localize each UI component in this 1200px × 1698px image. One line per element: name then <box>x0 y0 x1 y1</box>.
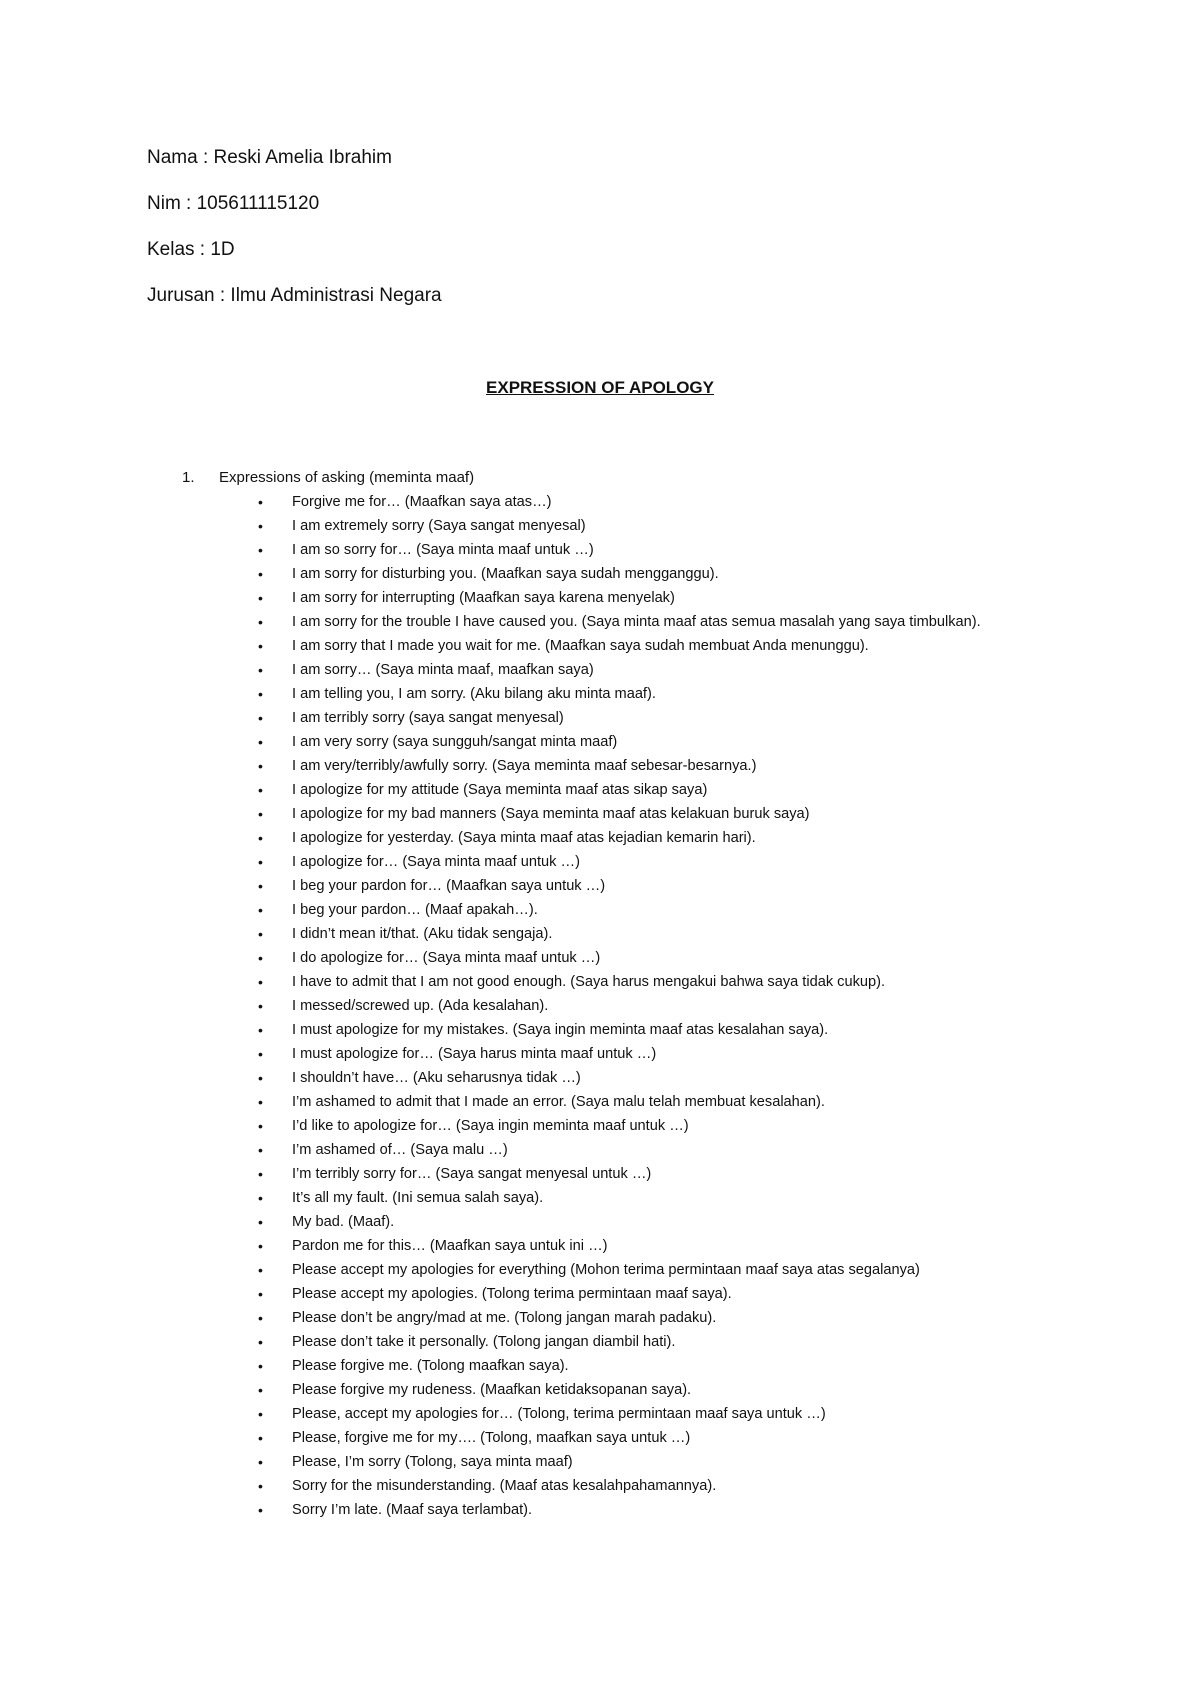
bullet-icon: • <box>258 1454 263 1470</box>
list-item-text: I beg your pardon… (Maaf apakah…). <box>292 902 538 918</box>
list-item-text: I am sorry for interrupting (Maafkan saya karena menyelak) <box>292 590 675 606</box>
bullet-icon: • <box>258 1334 263 1350</box>
list-item-text: I’m ashamed to admit that I made an error. (Saya malu telah membuat kesalahan). <box>292 1094 825 1110</box>
bullet-icon: • <box>258 1190 263 1206</box>
bullet-icon: • <box>258 1430 263 1446</box>
bullet-icon: • <box>258 686 263 702</box>
bullet-icon: • <box>258 1166 263 1182</box>
list-item <box>182 970 1062 994</box>
bullet-icon: • <box>258 974 263 990</box>
list-item <box>182 802 1062 826</box>
list-item <box>182 1426 1062 1450</box>
bullet-icon: • <box>258 1142 263 1158</box>
list-item <box>182 1354 1062 1378</box>
bullet-icon: • <box>258 1214 263 1230</box>
bullet-icon: • <box>258 902 263 918</box>
list-item-text: I’m ashamed of… (Saya malu …) <box>292 1142 508 1158</box>
list-item <box>182 826 1062 850</box>
list-item <box>182 490 1062 514</box>
bullet-icon: • <box>258 806 263 822</box>
list-item-text: Please don’t be angry/mad at me. (Tolong jangan marah padaku). <box>292 1310 717 1326</box>
bullet-icon: • <box>258 758 263 774</box>
bullet-icon: • <box>258 1118 263 1134</box>
list-item <box>182 1138 1062 1162</box>
list-item <box>182 1258 1062 1282</box>
bullet-icon: • <box>258 518 263 534</box>
list-item-text: I am very sorry (saya sungguh/sangat minta maaf) <box>292 734 618 750</box>
list-item <box>182 562 1062 586</box>
list-item-text: I apologize for yesterday. (Saya minta maaf atas kejadian kemarin hari). <box>292 830 756 846</box>
list-item-text: Please accept my apologies for everything (Mohon terima permintaan maaf saya atas segalanya) <box>292 1262 920 1278</box>
bullet-icon: • <box>258 950 263 966</box>
bullet-icon: • <box>258 1502 263 1518</box>
list-item-text: Please don’t take it personally. (Tolong jangan diambil hati). <box>292 1334 676 1350</box>
bullet-icon: • <box>258 926 263 942</box>
list-item-text: I must apologize for… (Saya harus minta maaf untuk …) <box>292 1046 657 1062</box>
student-major: Jurusan : Ilmu Administrasi Negara <box>147 285 442 306</box>
list-item-text: I am sorry for the trouble I have caused you. (Saya minta maaf atas semua masalah yang saya timbulkan). <box>292 614 981 630</box>
list-item <box>182 946 1062 970</box>
list-item <box>182 1450 1062 1474</box>
bullet-icon: • <box>258 1406 263 1422</box>
bullet-icon: • <box>258 566 263 582</box>
bullet-icon: • <box>258 1046 263 1062</box>
list-item <box>182 1498 1062 1522</box>
list-item <box>182 538 1062 562</box>
bullet-icon: • <box>258 1382 263 1398</box>
section-expressions-asking <box>182 466 1062 1522</box>
list-item-text: I am so sorry for… (Saya minta maaf untuk …) <box>292 542 594 558</box>
bullet-icon: • <box>258 878 263 894</box>
bullet-icon: • <box>258 662 263 678</box>
bullet-icon: • <box>258 590 263 606</box>
list-item-text: Please forgive me. (Tolong maafkan saya). <box>292 1358 569 1374</box>
list-item-text: I didn’t mean it/that. (Aku tidak sengaja). <box>292 926 553 942</box>
list-item <box>182 874 1062 898</box>
section-number: 1. <box>182 469 195 486</box>
list-item <box>182 586 1062 610</box>
bullet-icon: • <box>258 710 263 726</box>
list-item <box>182 850 1062 874</box>
bullet-icon: • <box>258 998 263 1014</box>
bullet-icon: • <box>258 1310 263 1326</box>
list-item-text: Please forgive my rudeness. (Maafkan ketidaksopanan saya). <box>292 1382 692 1398</box>
student-class: Kelas : 1D <box>147 239 235 260</box>
list-item-text: Please accept my apologies. (Tolong terima permintaan maaf saya). <box>292 1286 732 1302</box>
list-item-text: Forgive me for… (Maafkan saya atas…) <box>292 494 552 510</box>
list-item-text: I apologize for my attitude (Saya meminta maaf atas sikap saya) <box>292 782 708 798</box>
list-item-text: I am terribly sorry (saya sangat menyesal) <box>292 710 564 726</box>
list-item <box>182 922 1062 946</box>
bullet-icon: • <box>258 854 263 870</box>
list-item-text: I am very/terribly/awfully sorry. (Saya meminta maaf sebesar-besarnya.) <box>292 758 757 774</box>
list-item <box>182 634 1062 658</box>
list-item <box>182 1066 1062 1090</box>
bullet-icon: • <box>258 1262 263 1278</box>
document-title: EXPRESSION OF APOLOGY <box>486 378 714 397</box>
list-item-text: I’m terribly sorry for… (Saya sangat menyesal untuk …) <box>292 1166 652 1182</box>
list-item <box>182 1306 1062 1330</box>
list-item <box>182 1162 1062 1186</box>
bullet-icon: • <box>258 1238 263 1254</box>
section-heading-text: Expressions of asking (meminta maaf) <box>219 469 475 486</box>
list-item <box>182 1042 1062 1066</box>
list-item-text: It’s all my fault. (Ini semua salah saya). <box>292 1190 544 1206</box>
list-item-text: I am extremely sorry (Saya sangat menyesal) <box>292 518 586 534</box>
bullet-icon: • <box>258 1358 263 1374</box>
bullet-icon: • <box>258 1094 263 1110</box>
list-item <box>182 1210 1062 1234</box>
list-item-text: I messed/screwed up. (Ada kesalahan). <box>292 998 549 1014</box>
student-info <box>147 146 442 330</box>
bullet-icon: • <box>258 614 263 630</box>
list-item <box>182 610 1062 634</box>
list-item <box>182 706 1062 730</box>
list-item <box>182 754 1062 778</box>
list-item-text: Please, accept my apologies for… (Tolong, terima permintaan maaf saya untuk …) <box>292 1406 826 1422</box>
bullet-icon: • <box>258 830 263 846</box>
list-item <box>182 994 1062 1018</box>
list-item-text: Sorry for the misunderstanding. (Maaf atas kesalahpahamannya). <box>292 1478 717 1494</box>
section-heading <box>182 466 1062 490</box>
list-item-text: Please, forgive me for my…. (Tolong, maafkan saya untuk …) <box>292 1430 691 1446</box>
bullet-icon: • <box>258 494 263 510</box>
list-item-text: I must apologize for my mistakes. (Saya ingin meminta maaf atas kesalahan saya). <box>292 1022 829 1038</box>
bullet-icon: • <box>258 782 263 798</box>
list-item <box>182 1474 1062 1498</box>
list-item <box>182 1090 1062 1114</box>
list-item-text: I beg your pardon for… (Maafkan saya untuk …) <box>292 878 606 894</box>
list-item-text: I am sorry for disturbing you. (Maafkan saya sudah mengganggu). <box>292 566 719 582</box>
list-item-text: I apologize for… (Saya minta maaf untuk …) <box>292 854 580 870</box>
list-item <box>182 1402 1062 1426</box>
list-item-text: I do apologize for… (Saya minta maaf untuk …) <box>292 950 601 966</box>
list-item-text: Sorry I’m late. (Maaf saya terlambat). <box>292 1502 533 1518</box>
list-item <box>182 730 1062 754</box>
list-item-text: Pardon me for this… (Maafkan saya untuk ini …) <box>292 1238 608 1254</box>
list-item-text: I am sorry… (Saya minta maaf, maafkan saya) <box>292 662 594 678</box>
list-item-text: I shouldn’t have… (Aku seharusnya tidak …) <box>292 1070 581 1086</box>
bullet-icon: • <box>258 1478 263 1494</box>
bullet-icon: • <box>258 542 263 558</box>
list-item-text: I am sorry that I made you wait for me. (Maafkan saya sudah membuat Anda menunggu). <box>292 638 869 654</box>
list-item <box>182 658 1062 682</box>
bullet-icon: • <box>258 1286 263 1302</box>
list-item-text: I am telling you, I am sorry. (Aku bilang aku minta maaf). <box>292 686 656 702</box>
bullet-icon: • <box>258 1022 263 1038</box>
student-name: Nama : Reski Amelia Ibrahim <box>147 147 392 168</box>
list-item <box>182 1114 1062 1138</box>
student-nim: Nim : 105611115120 <box>147 193 320 214</box>
list-item <box>182 1186 1062 1210</box>
list-item-text: I’d like to apologize for… (Saya ingin meminta maaf untuk …) <box>292 1118 689 1134</box>
list-item-text: My bad. (Maaf). <box>292 1214 395 1230</box>
list-item <box>182 1018 1062 1042</box>
list-item-text: I have to admit that I am not good enough. (Saya harus mengakui bahwa saya tidak cukup). <box>292 974 886 990</box>
list-item <box>182 1378 1062 1402</box>
list-item <box>182 1282 1062 1306</box>
list-item-text: I apologize for my bad manners (Saya meminta maaf atas kelakuan buruk saya) <box>292 806 810 822</box>
list-item <box>182 898 1062 922</box>
list-item <box>182 1330 1062 1354</box>
list-item <box>182 682 1062 706</box>
list-item <box>182 514 1062 538</box>
list-item <box>182 778 1062 802</box>
bullet-icon: • <box>258 1070 263 1086</box>
expressions-list <box>182 490 1062 1522</box>
list-item-text: Please, I’m sorry (Tolong, saya minta maaf) <box>292 1454 573 1470</box>
list-item <box>182 1234 1062 1258</box>
bullet-icon: • <box>258 734 263 750</box>
bullet-icon: • <box>258 638 263 654</box>
